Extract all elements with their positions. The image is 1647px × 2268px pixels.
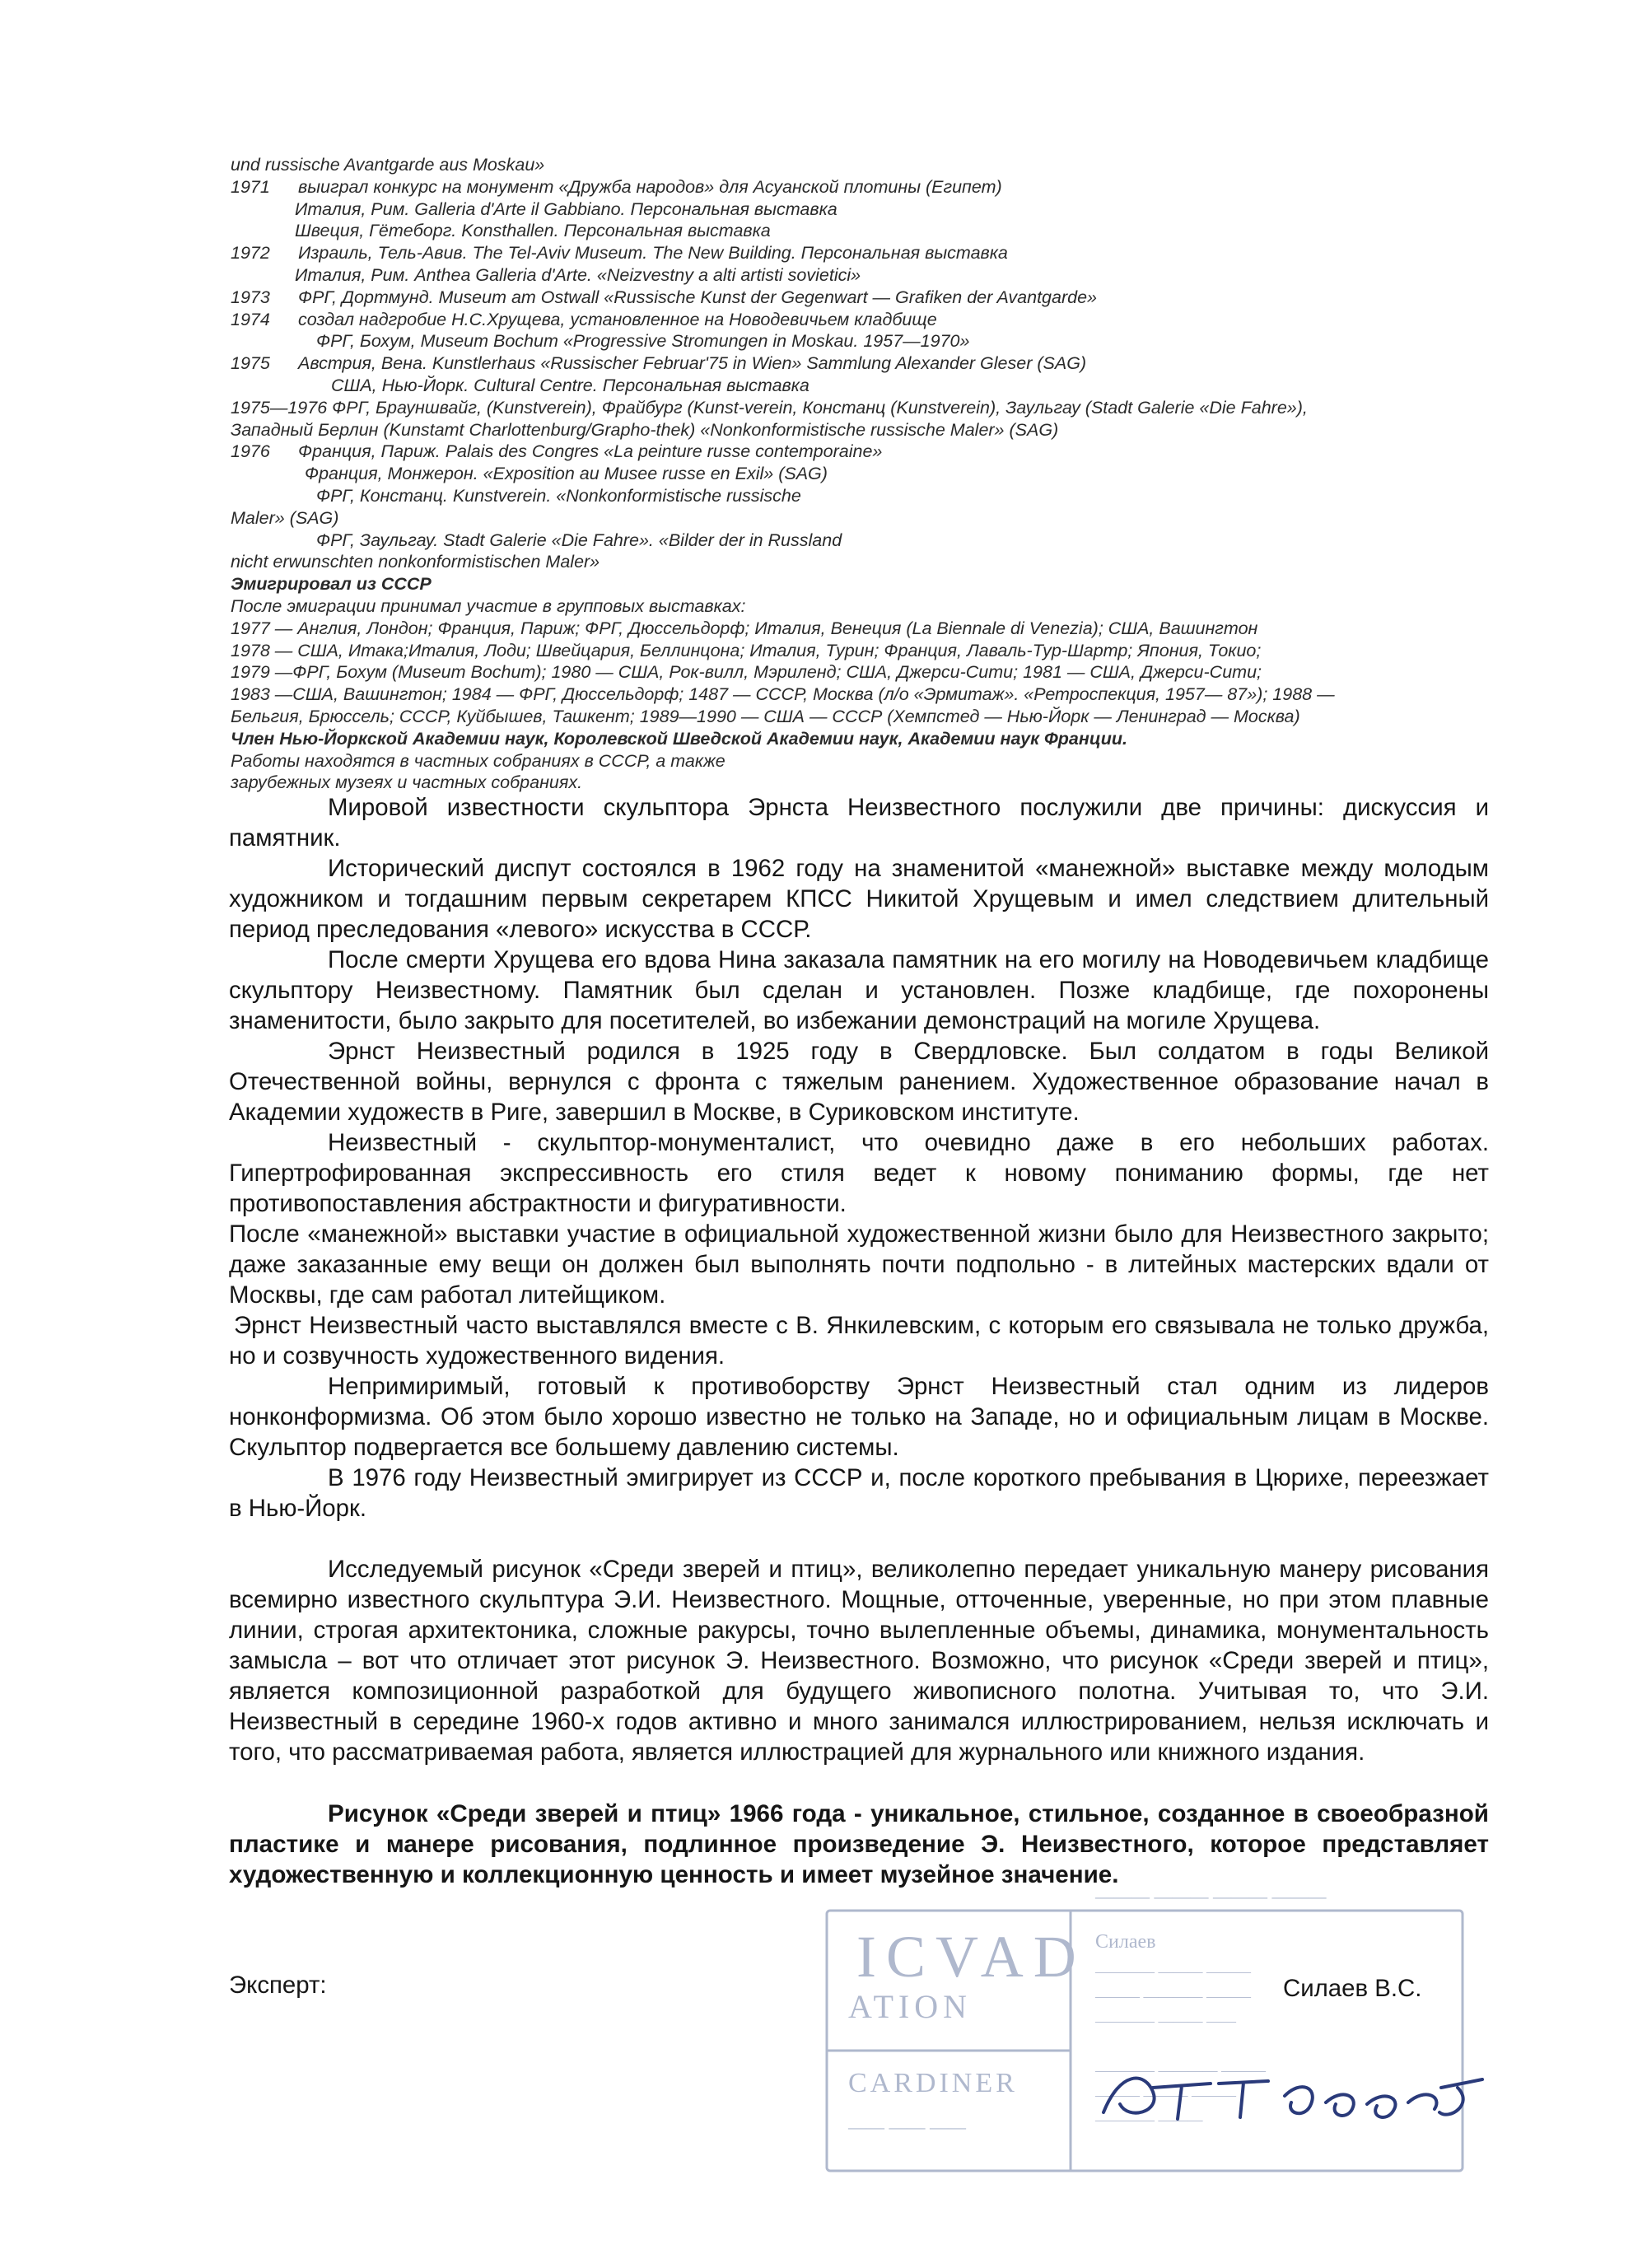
body-paragraph: В 1976 году Неизвестный эмигрирует из СССР и, после короткого пребывания в Цюрихе, переезжает в Нью-Йорк. [229,1464,1489,1522]
body-paragraph: Эрнст Неизвестный родился в 1925 году в Свердловске. Был солдатом в годы Великой Отечественной войны, вернулся с фронта с тяжелым ранением. Художественное образование начал в Академии художеств в Риге, завершил в Москве, в Суриковском институте. [229,1038,1489,1126]
chronology-line [231,242,1499,264]
body-paragraph: После «манежной» выставки участие в официальной художественной жизни было для Неизвестного закрыто; даже заказанные ему вещи он должен был выполнять почти подпольно - в литейных мастерских вдали от Москвы, где сам работал литейщиком. [229,1220,1489,1309]
chronology-text: Израиль, Тель-Авив. The Tel-Aviv Museum. The New Building. Персональная выставка [298,243,1008,264]
chronology-line [231,198,1499,221]
conclusion-paragraph: Рисунок «Среди зверей и птиц» 1966 года - уникальное, стильное, созданное в своеобразной пластике и манере рисования, подлинное произведение Э. Неизвестного, которое представляет художественную и коллекционную ценность и имеет музейное значение. [229,1800,1489,1888]
chronology-text: Франция, Париж. Palais des Congres «La peinture russe contemporaine» [298,441,883,462]
svg-text:———— ——— ———: ———— ——— ——— [1095,1963,1251,1980]
body-paragraph: Непримиримый, готовый к противоборству Эрнст Неизвестный стал одним из лидеров нонконформизма. Об этом было хорошо известно не только на Западе, но и официальным лицам в Москве. Скульптор подвергается все большему давлению системы. [229,1373,1489,1461]
expert-label: Эксперт: [229,1972,327,1999]
body-paragraph: Эрнст Неизвестный часто выставлялся вместе с В. Янкилевским, с которым его связывала не только дружба, но и созвучность художественного видения. [229,1312,1489,1370]
chronology-year: 1976 [231,441,270,462]
chronology-text: ФРГ, Дортмунд. Museum am Ostwall «Russische Kunst der Gegenwart — Grafiken der Avantgarde» [298,287,1097,307]
expert-text-body [229,792,1489,1890]
chronology-text: ФРГ, Заульгау. Stadt Galerie «Die Fahre». «Bilder der in Russland [316,530,842,550]
chronology-line [231,750,1499,772]
paragraph-spacer [229,1767,1489,1799]
chronology-text: Член Нью-Йоркской Академии наук, Королевской Шведской Академии наук, Академии наук Франции. [231,728,1127,749]
svg-text:——— ——— ——— ———: ——— ——— ——— ——— [1095,1886,1327,1906]
chronology-line [231,485,1499,507]
stamp-image [824,1886,1466,2174]
svg-text:ATION: ATION [848,1988,972,2025]
chronology-text: выиграл конкурс на монумент «Дружба народов» для Асуанской плотины (Египет) [298,176,1002,197]
chronology-line [231,352,1499,375]
chronology-text: und russische Avantgarde aus Moskau» [231,155,545,175]
body-paragraph: Исследуемый рисунок «Среди зверей и птиц», великолепно передает уникальную манеру рисования всемирно известного скульптура Э.И. Неизвестного. Мощные, отточенные, уверенные, но при этом плавные линии, строгая архитектоника, сложные ракурсы, точно вылепленные объемы, динамика, монументальность замысла – вот что отличает этот рисунок Э. Неизвестного. Возможно, что рисунок «Среди зверей и птиц», является композиционной разработкой для будущего живописного полотна. Учитывая то, что Э.И. Неизвестный в середине 1960-х годов активно и много занимался иллюстрированием, нельзя исключать и того, что рассматриваемая работа, является иллюстрацией для журнального или книжного издания. [229,1556,1489,1766]
chronology-text: После эмиграции принимал участие в групповых выставках: [231,595,746,616]
chronology-year: 1971 [231,176,270,197]
chronology-text: Эмигрировал из СССР [231,574,432,595]
chronology-line [231,551,1499,573]
svg-text:———— ———— ———: ———— ———— ——— [1095,2062,1266,2079]
svg-text:CARDINER: CARDINER [848,2068,1018,2098]
body-paragraph: Исторический диспут состоялся в 1962 году на знаменитой «манежной» выставке между молодым художником и тогдашним первым секретарем КПСС Никитой Хрущевым и имел следствием длительный период преследования «левого» искусства в СССР. [229,855,1489,943]
chronology-line [231,441,1499,463]
chronology-year: 1973 [231,287,270,307]
chronology-text: 1975—1976 ФРГ, Брауншвайг, (Kunstverein), Фрайбург (Kunst-verein, Констанц (Kunstverein), Заульгау (Stadt Galerie «Die Fahre»), [231,397,1308,418]
chronology-line [231,154,1499,176]
chronology-line [231,419,1499,441]
chronology-line [231,772,1499,794]
chronology-line [231,176,1499,198]
svg-text:—— —— ——: —— —— —— [848,2116,966,2137]
chronology-line [231,661,1499,684]
chronology-text: Maler» (SAG) [231,507,339,528]
chronology-text: Австрия, Вена. Kunstlerhaus «Russischer Februar'75 in Wien» Sammlung Alexander Gleser (SAG) [298,353,1087,374]
chronology-line [231,375,1499,397]
chronology-text: США, Нью-Йорк. Cultural Centre. Персональная выставка [331,375,810,395]
chronology-text: Западный Берлин (Kunstamt Charlottenburg/Grapho-thek) «Nonkonformistische russische Maler» (SAG) [231,419,1059,440]
paragraph-spacer [229,1524,1489,1554]
chronology-line [231,397,1499,419]
chronology-text: 1979 —ФРГ, Бохум (Museum Bochum); 1980 — США, Рок-вилл, Мэриленд; США, Джерси-Сити; 1981 — США, Джерси-Сити; [231,662,1262,683]
chronology-line [231,463,1499,485]
chronology-line [231,530,1499,552]
svg-text:ICVAD: ICVAD [856,1924,1086,1990]
body-paragraph: Мировой известности скульптора Эрнста Неизвестного послужили две причины: дискуссия и памятник. [229,794,1489,852]
svg-text:———— ——— ——: ———— ——— —— [1095,2013,1236,2029]
chronology-text: nicht erwunschten nonkonformistischen Maler» [231,552,600,572]
expert-name: Силаев В.С. [1283,1975,1422,2002]
chronology-text: 1978 — США, Итака;Италия, Лоди; Швейцария, Беллинцона; Италия, Турин; Франция, Лаваль-Тур-Шартр; Япония, Токио; [231,640,1262,660]
chronology-line [231,264,1499,287]
chronology-text: создал надгробие Н.С.Хрущева, установленное на Новодевичьем кладбище [298,309,937,329]
chronology-line [231,640,1499,662]
chronology-line [231,220,1499,242]
body-paragraph: После смерти Хрущева его вдова Нина заказала памятник на его могилу на Новодевичьем кладбище скульптору Неизвестному. Памятник был сделан и установлен. Позже кладбище, где похоронены знаменитости, было закрыто для посетителей, во избежании демонстраций на могиле Хрущева. [229,946,1489,1034]
svg-text:——— ——— ———: ——— ——— ——— [1095,2087,1236,2103]
chronology-text: Швеция, Гётеборг. Konsthallen. Персональная выставка [295,221,771,241]
chronology-text: Италия, Рим. Galleria d'Arte il Gabbiano. Персональная выставка [295,198,837,219]
chronology-text: ФРГ, Констанц. Kunstverein. «Nonkonformistische russische [316,485,801,506]
chronology-line [231,330,1499,352]
chronology-text: Работы находятся в частных собраниях в СССР, а также [231,750,726,771]
chronology-line [231,287,1499,309]
chronology-text: Бельгия, Брюссель; СССР, Куйбышев, Ташкент; 1989—1990 — США — СССР (Хемпстед — Нью-Йорк — Ленинград — Москва) [231,706,1300,726]
svg-text:Силаев: Силаев [1095,1931,1156,1953]
chronology-line [231,309,1499,331]
chronology-line [231,618,1499,640]
chronology-text: 1983 —США, Вашингтон; 1984 — ФРГ, Дюссельдорф; 1487 — СССР, Москва (л/о «Эрмитаж». «Ретроспекция, 1957— 87»); 1988 — [231,684,1335,705]
exhibition-chronology [231,154,1499,794]
chronology-line [231,573,1499,595]
chronology-line [231,595,1499,618]
chronology-text: Италия, Рим. Anthea Galleria d'Arte. «Neizvestny a alti artisti sovietici» [295,264,861,285]
chronology-year: 1975 [231,353,270,374]
body-paragraph: Неизвестный - скульптор-монументалист, что очевидно даже в его небольших работах. Гипертрофированная экспрессивность его стиля ведет к новому пониманию формы, где нет противопоставления абстрактности и фигуративности. [229,1129,1489,1217]
svg-text:———— ———: ———— ——— [1095,2112,1203,2128]
chronology-line [231,728,1499,750]
handwritten-signature [1095,2055,1491,2129]
chronology-text: ФРГ, Бохум, Museum Bochum «Progressive Stromungen in Moskau. 1957—1970» [316,331,970,352]
chronology-text: 1977 — Англия, Лондон; Франция, Париж; ФРГ, Дюссельдорф; Италия, Венеция (La Biennale di Venezia); США, Вашингтон [231,618,1258,638]
chronology-line [231,684,1499,706]
chronology-year: 1974 [231,309,270,329]
chronology-line [231,507,1499,530]
svg-text:——— ———— ———: ——— ———— ——— [1095,1988,1251,2004]
chronology-year: 1972 [231,243,270,264]
chronology-text: зарубежных музеях и частных собраниях. [231,772,583,793]
chronology-line [231,706,1499,728]
chronology-text: Франция, Монжерон. «Exposition au Musee russe en Exil» (SAG) [305,464,828,484]
